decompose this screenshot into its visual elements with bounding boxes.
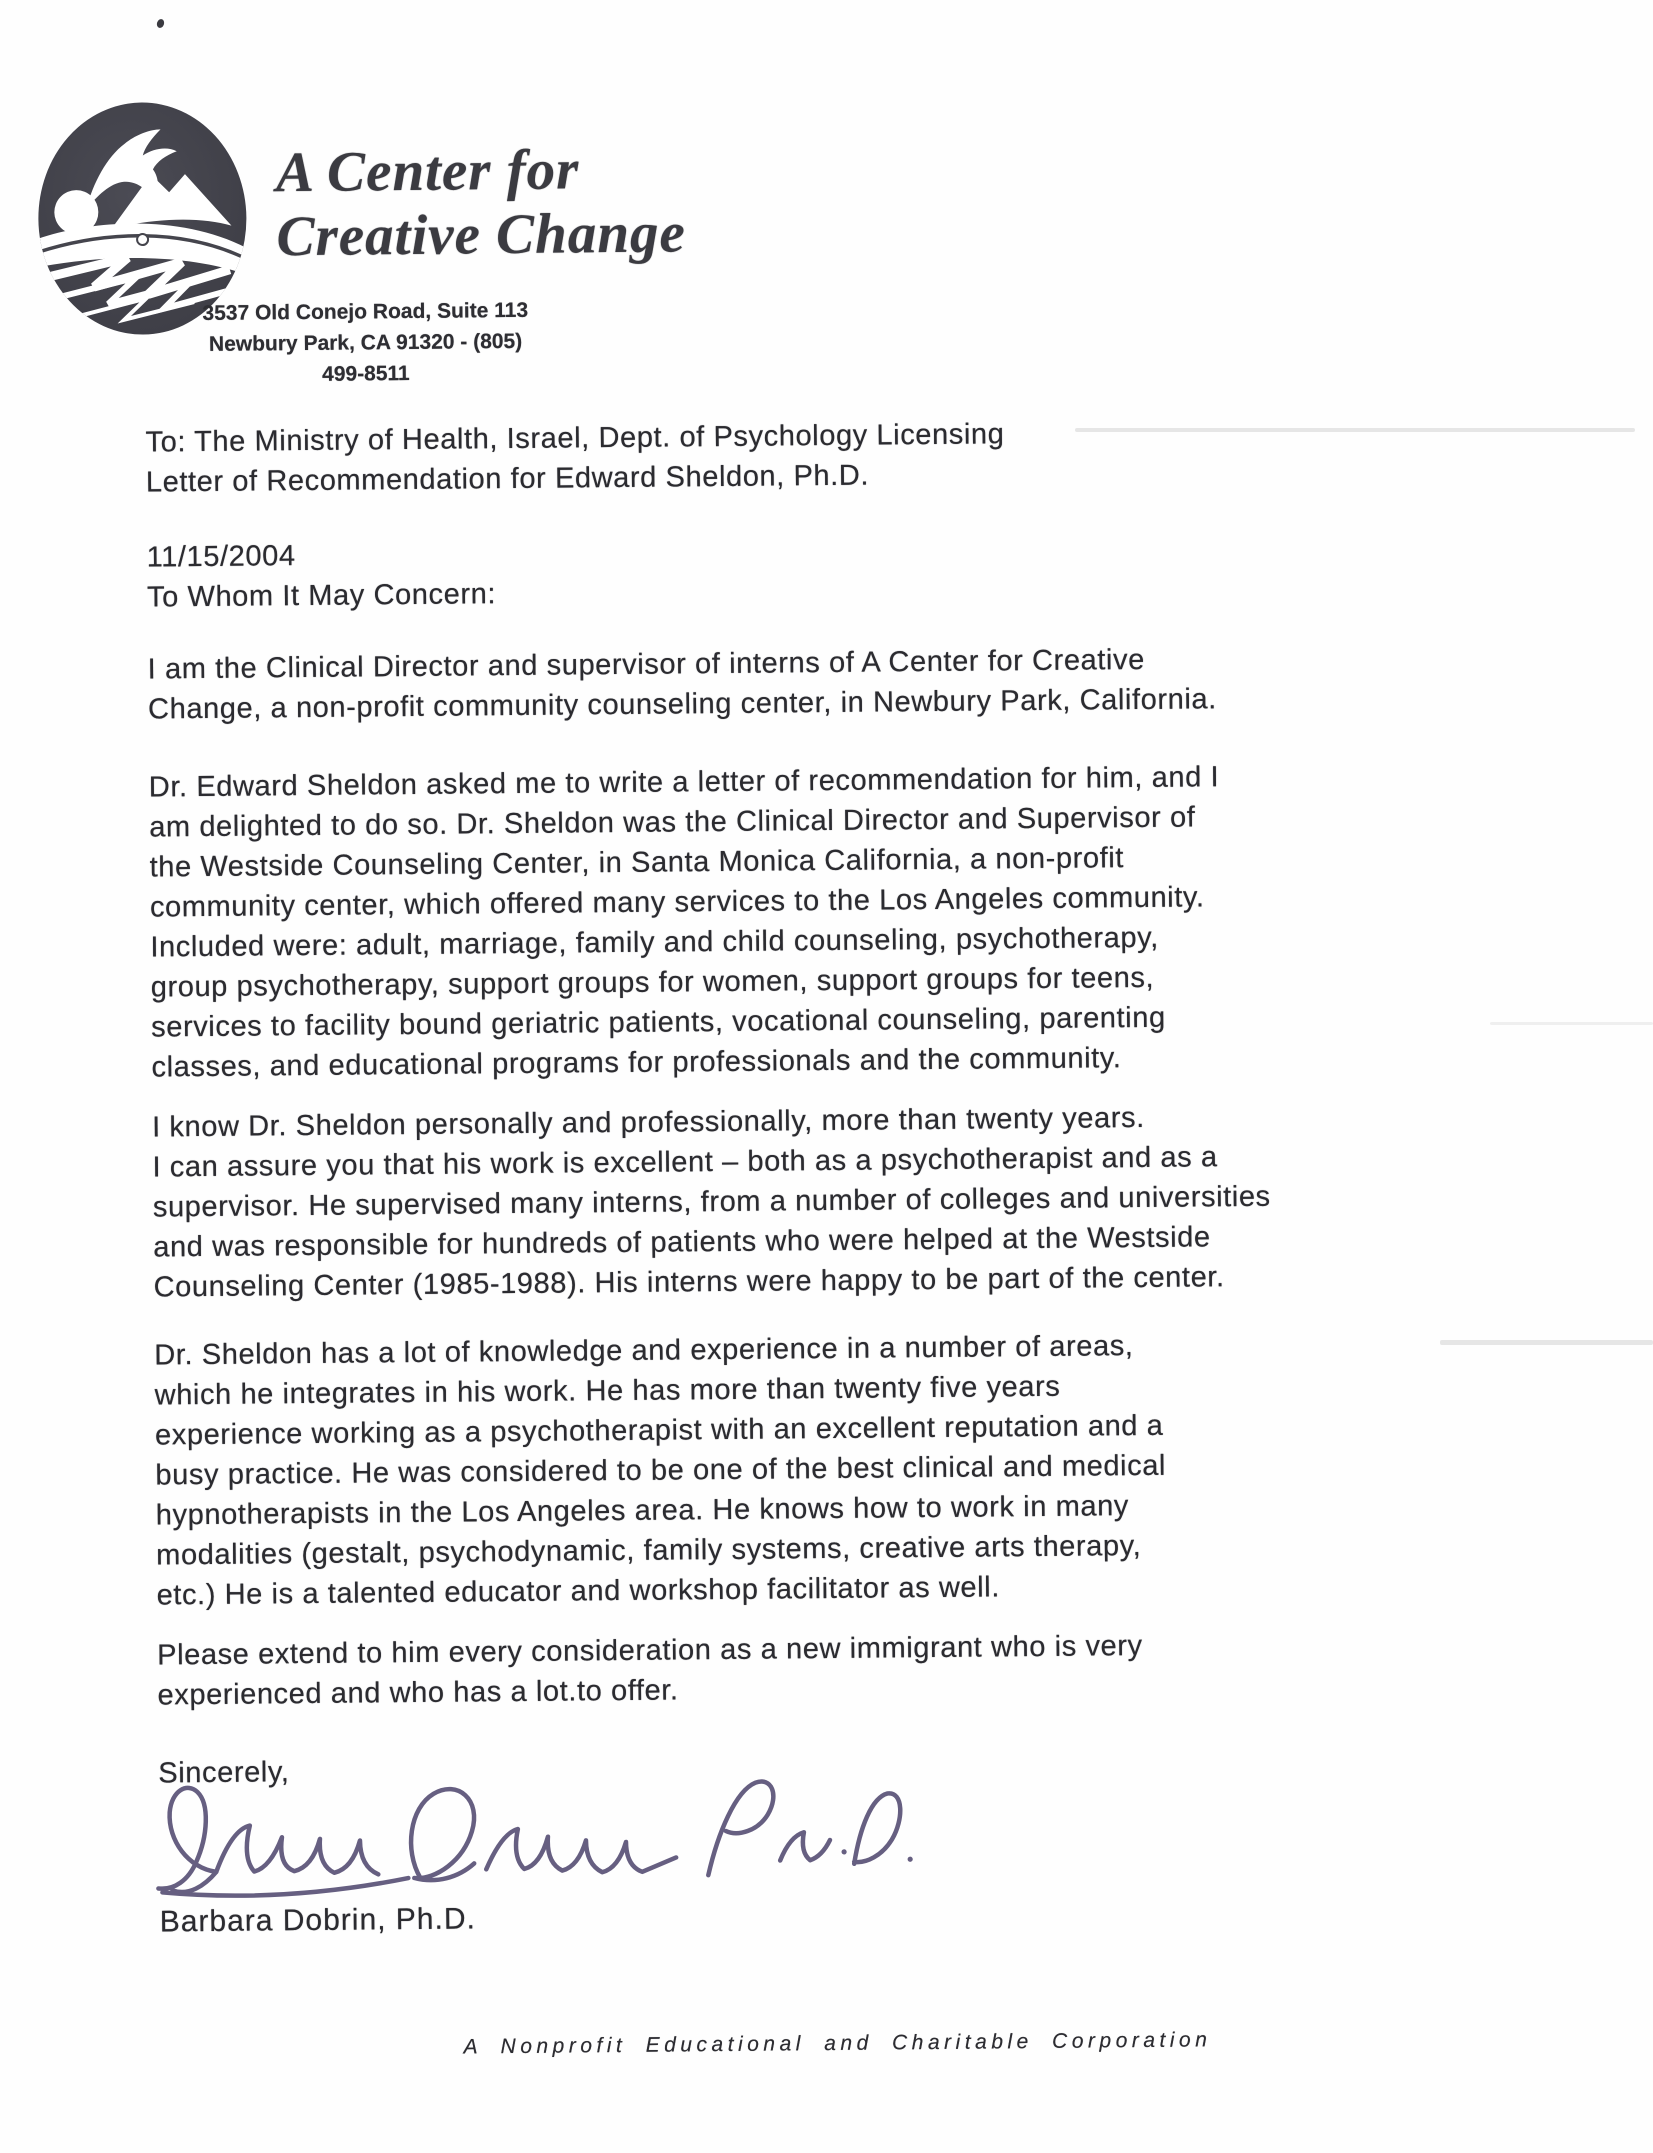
text-line: To: The Ministry of Health, Israel, Dept. of Psychology Licensing — [145, 418, 1005, 459]
organization-name — [276, 137, 686, 269]
text-line: supervisor. He supervised many interns, from a number of colleges and universities — [152, 1180, 1271, 1224]
text-line: modalities (gestalt, psychodynamic, family systems, creative arts therapy, — [156, 1530, 1142, 1572]
text-line: classes, and educational programs for professionals and the community. — [151, 1042, 1122, 1084]
signed-name: Barbara Dobrin, Ph.D. — [159, 1902, 477, 1939]
address-line2: Newbury Park, CA 91320 - (805) 499-8511 — [208, 329, 523, 386]
text-line: experience working as a psychotherapist with an excellent reputation and a — [154, 1409, 1164, 1452]
text-line: To Whom It May Concern: — [146, 578, 497, 614]
text-line: Letter of Recommendation for Edward Sheldon, Ph.D. — [145, 459, 870, 499]
text-line: hypnotherapists in the Los Angeles area. He knows how to work in many — [155, 1490, 1130, 1532]
text-line: experienced and who has a lot.to offer. — [157, 1674, 679, 1712]
text-line: 11/15/2004 — [146, 540, 296, 574]
organization-name-line2: Creative Change — [276, 201, 687, 269]
text-line: etc.) He is a talented educator and workshop facilitator as well. — [156, 1571, 1001, 1612]
recipient-and-subject — [145, 414, 1005, 502]
text-line: I know Dr. Sheldon personally and professionally, more than twenty years. — [151, 1101, 1145, 1144]
text-line: I can assure you that his work is excellent – both as a psychotherapist and as a — [152, 1141, 1218, 1184]
closing-salutation: Sincerely, — [158, 1756, 290, 1790]
text-line: Counseling Center (1985-1988). His interns were happy to be part of the center. — [153, 1261, 1225, 1304]
scan-crease — [1440, 1340, 1653, 1345]
address-line1: 3537 Old Conejo Road, Suite 113 — [202, 298, 529, 325]
text-line: Dr. Edward Sheldon asked me to write a letter of recommendation for him, and I — [148, 761, 1220, 804]
paragraph-4 — [154, 1326, 1167, 1616]
text-line: Please extend to him every consideration as a new immigrant who is very — [157, 1629, 1143, 1672]
text-line: I am the Clinical Director and supervisor of interns of A Center for Creative — [147, 643, 1145, 686]
organization-name-line1: A Center for — [275, 138, 580, 205]
text-line: Included were: adult, marriage, family and child counseling, psychotherapy, — [150, 921, 1159, 964]
handwritten-signature — [151, 1761, 922, 1918]
paragraph-5 — [157, 1626, 1143, 1715]
text-line: and was responsible for hundreds of patients who were helped at the Westside — [153, 1221, 1211, 1264]
text-line: group psychotherapy, support groups for women, support groups for teens, — [150, 961, 1155, 1004]
text-line: am delighted to do so. Dr. Sheldon was the Clinical Director and Supervisor of — [149, 801, 1196, 844]
text-line: Change, a non-profit community counseling center, in Newbury Park, California. — [147, 683, 1217, 726]
text-line: services to facility bound geriatric patients, vocational counseling, parenting — [150, 1001, 1166, 1044]
text-line: busy practice. He was considered to be one of the best clinical and medical — [155, 1449, 1167, 1492]
text-line: which he integrates in his work. He has more than twenty five years — [154, 1370, 1061, 1412]
paragraph-3 — [152, 1097, 1272, 1308]
paragraph-1 — [148, 639, 1217, 729]
text-line: the Westside Counseling Center, in Santa Monica California, a non-profit — [149, 842, 1125, 884]
paragraph-2 — [149, 757, 1222, 1087]
date-and-salutation — [146, 534, 496, 617]
text-line: Dr. Sheldon has a lot of knowledge and experience in a number of areas, — [154, 1330, 1134, 1372]
footer-tagline: A Nonprofit Educational and Charitable Corporation — [463, 2028, 1212, 2059]
organization-address — [200, 295, 531, 391]
scan-crease — [1490, 1022, 1653, 1025]
scan-crease — [1075, 428, 1635, 432]
text-line: community center, which offered many services to the Los Angeles community. — [149, 881, 1205, 924]
